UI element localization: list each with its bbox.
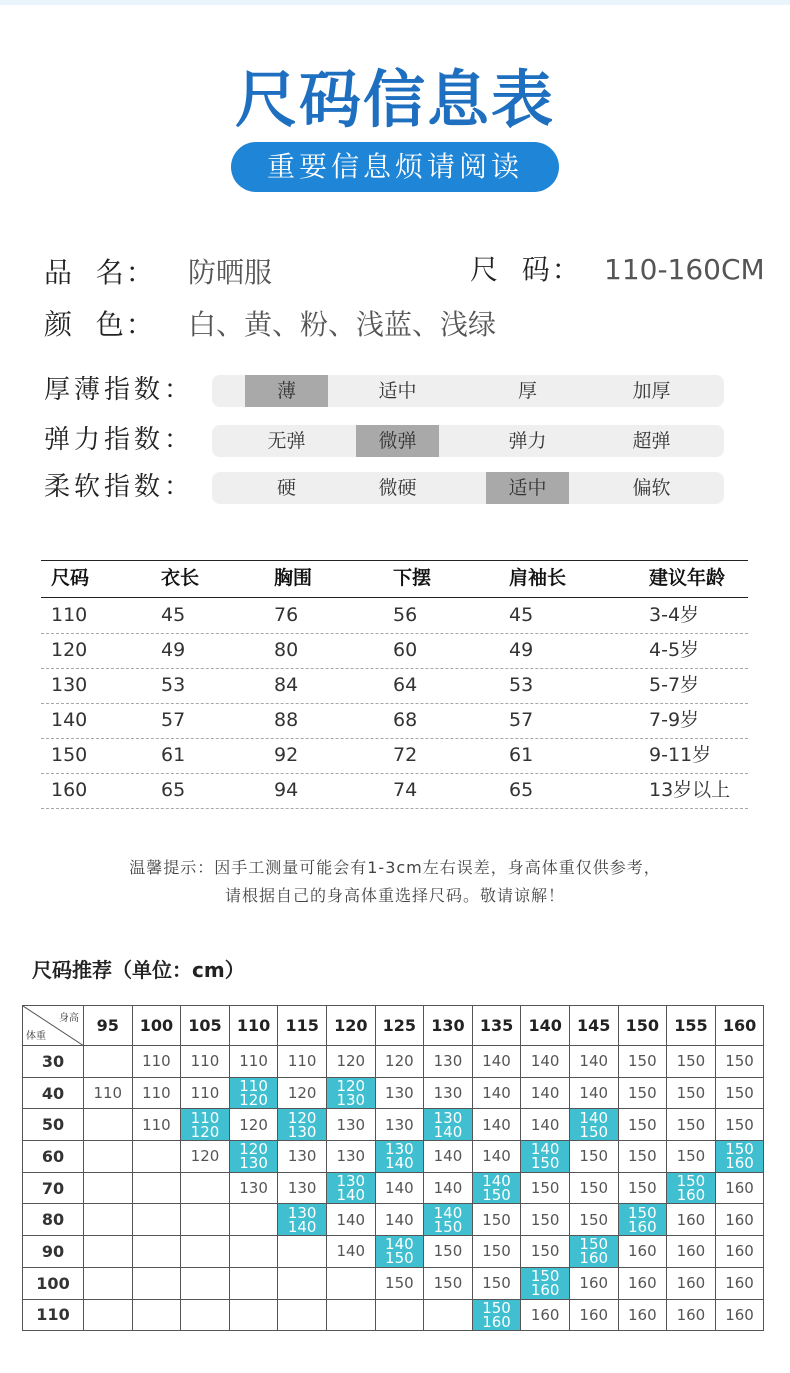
recommend-cell: 140 xyxy=(424,1141,473,1173)
tip-line-2: 请根据自己的身高体重选择尺码。敬请谅解！ xyxy=(224,886,565,905)
height-header-cell: 110 xyxy=(229,1006,278,1046)
recommend-cell-empty xyxy=(326,1267,375,1299)
recommend-cell-empty xyxy=(84,1172,133,1204)
scale-label: 柔软指数： xyxy=(44,472,195,502)
recommend-cell-empty xyxy=(375,1299,424,1331)
weight-row xyxy=(23,1141,764,1173)
scale-option-selected: 微弹 xyxy=(356,425,439,457)
height-header-cell: 135 xyxy=(472,1006,521,1046)
recommend-cell-range: 140 150 xyxy=(569,1109,618,1141)
height-header-cell: 100 xyxy=(132,1006,181,1046)
recommend-cell: 160 xyxy=(715,1172,764,1204)
recommend-cell: 150 xyxy=(569,1172,618,1204)
recommend-cell: 150 xyxy=(521,1236,570,1268)
size-chart-cell: 76 xyxy=(274,604,299,626)
recommend-cell: 150 xyxy=(618,1077,667,1109)
recommend-cell-empty xyxy=(84,1141,133,1173)
height-header-cell: 130 xyxy=(424,1006,473,1046)
recommend-cell-empty xyxy=(278,1299,327,1331)
size-chart-cell: 130 xyxy=(51,674,88,696)
recommend-cell-empty xyxy=(84,1204,133,1236)
recommend-cell: 160 xyxy=(667,1204,716,1236)
color-value: 白、黄、粉、浅蓝、浅绿 xyxy=(188,308,497,341)
recommend-cell-range: 150 160 xyxy=(715,1141,764,1173)
size-chart-cell: 65 xyxy=(161,779,186,801)
recommend-cell-range: 140 150 xyxy=(375,1236,424,1268)
size-chart-cell: 84 xyxy=(274,674,299,696)
weight-row xyxy=(23,1077,764,1109)
recommend-cell: 130 xyxy=(229,1172,278,1204)
recommend-cell: 130 xyxy=(326,1109,375,1141)
weight-header-cell: 30 xyxy=(23,1046,84,1078)
recommend-cell-range: 150 160 xyxy=(618,1204,667,1236)
recommend-cell: 150 xyxy=(424,1267,473,1299)
recommend-cell: 140 xyxy=(472,1141,521,1173)
recommend-cell-range: 150 160 xyxy=(569,1236,618,1268)
recommend-cell-empty xyxy=(181,1267,230,1299)
scale-option: 加厚 xyxy=(632,380,671,402)
recommend-cell: 160 xyxy=(569,1267,618,1299)
recommend-cell: 150 xyxy=(715,1046,764,1078)
size-chart-cell: 88 xyxy=(274,709,299,731)
size-chart-cell: 72 xyxy=(393,744,418,766)
corner-height-label: 身高 xyxy=(59,1013,79,1024)
size-chart-cell: 13岁以上 xyxy=(649,779,731,801)
recommend-cell: 110 xyxy=(132,1077,181,1109)
recommend-cell: 140 xyxy=(326,1236,375,1268)
recommend-cell: 150 xyxy=(667,1077,716,1109)
recommend-cell-range: 140 150 xyxy=(472,1172,521,1204)
recommend-cell: 110 xyxy=(132,1046,181,1078)
recommend-cell: 140 xyxy=(521,1109,570,1141)
recommend-cell-range: 150 160 xyxy=(472,1299,521,1331)
grid-corner-cell xyxy=(23,1006,84,1046)
recommend-cell: 150 xyxy=(715,1077,764,1109)
recommend-cell-empty xyxy=(84,1299,133,1331)
recommend-cell-range: 130 140 xyxy=(375,1141,424,1173)
recommend-cell-empty xyxy=(229,1267,278,1299)
recommend-cell-empty xyxy=(132,1267,181,1299)
recommend-cell: 120 xyxy=(229,1109,278,1141)
size-chart-cell: 57 xyxy=(509,709,534,731)
height-header-cell: 150 xyxy=(618,1006,667,1046)
recommend-cell: 130 xyxy=(278,1172,327,1204)
size-chart-cell: 3-4岁 xyxy=(649,604,700,626)
scale-option: 偏软 xyxy=(632,477,671,499)
size-recommend-grid xyxy=(22,1005,764,1331)
recommend-cell: 130 xyxy=(424,1077,473,1109)
size-chart-cell: 53 xyxy=(161,674,186,696)
height-header-cell: 125 xyxy=(375,1006,424,1046)
recommend-cell: 150 xyxy=(375,1267,424,1299)
recommend-cell-range: 140 150 xyxy=(424,1204,473,1236)
size-chart-cell: 65 xyxy=(509,779,534,801)
recommend-cell-empty xyxy=(229,1204,278,1236)
size-chart-header-cell: 尺码 xyxy=(51,567,90,589)
recommend-cell-range: 130 140 xyxy=(278,1204,327,1236)
size-chart-cell: 57 xyxy=(161,709,186,731)
recommend-cell: 130 xyxy=(424,1046,473,1078)
scale-option-selected: 适中 xyxy=(486,472,569,504)
recommend-cell: 160 xyxy=(667,1267,716,1299)
recommend-cell: 110 xyxy=(181,1077,230,1109)
size-chart-cell: 94 xyxy=(274,779,299,801)
size-chart-cell: 120 xyxy=(51,639,88,661)
size-chart-cell: 4-5岁 xyxy=(649,639,700,661)
page-title: 尺码信息表 xyxy=(234,63,555,136)
recommend-cell-empty xyxy=(278,1267,327,1299)
weight-header-cell: 80 xyxy=(23,1204,84,1236)
height-header-cell: 145 xyxy=(569,1006,618,1046)
size-chart-cell: 140 xyxy=(51,709,88,731)
scale-track xyxy=(212,375,724,407)
size-chart-header-cell: 下摆 xyxy=(393,567,432,589)
recommend-cell: 150 xyxy=(472,1204,521,1236)
size-chart-cell: 110 xyxy=(51,604,88,626)
weight-row xyxy=(23,1204,764,1236)
weight-row xyxy=(23,1046,764,1078)
scale-track xyxy=(212,425,724,457)
size-chart-cell: 68 xyxy=(393,709,418,731)
scale-option-selected: 薄 xyxy=(245,375,328,407)
recommend-cell: 150 xyxy=(569,1141,618,1173)
size-chart-cell: 56 xyxy=(393,604,418,626)
weight-header-cell: 90 xyxy=(23,1236,84,1268)
recommend-cell-empty xyxy=(181,1299,230,1331)
recommend-cell: 140 xyxy=(472,1077,521,1109)
recommend-cell-empty xyxy=(229,1236,278,1268)
recommend-cell: 150 xyxy=(667,1141,716,1173)
scale-track xyxy=(212,472,724,504)
size-chart-header-cell: 建议年龄 xyxy=(649,567,726,589)
size-chart-cell: 64 xyxy=(393,674,418,696)
size-chart-row xyxy=(41,773,748,809)
size-chart-row xyxy=(41,598,748,634)
size-chart-cell: 45 xyxy=(509,604,534,626)
recommend-cell: 130 xyxy=(326,1141,375,1173)
recommend-cell: 160 xyxy=(618,1299,667,1331)
recommend-cell-empty xyxy=(132,1141,181,1173)
recommend-cell-empty xyxy=(84,1046,133,1078)
recommend-cell: 140 xyxy=(521,1046,570,1078)
recommend-cell-empty xyxy=(181,1204,230,1236)
weight-row xyxy=(23,1109,764,1141)
recommend-cell-empty xyxy=(229,1299,278,1331)
recommend-cell: 160 xyxy=(715,1204,764,1236)
recommend-cell: 150 xyxy=(667,1109,716,1141)
weight-header-cell: 70 xyxy=(23,1172,84,1204)
recommend-cell: 140 xyxy=(521,1077,570,1109)
recommend-cell-range: 150 160 xyxy=(521,1267,570,1299)
name-value: 防晒服 xyxy=(188,256,273,289)
recommend-cell-empty xyxy=(84,1267,133,1299)
recommend-cell-empty xyxy=(278,1236,327,1268)
scale-option: 厚 xyxy=(517,380,537,402)
weight-row xyxy=(23,1172,764,1204)
size-chart-cell: 45 xyxy=(161,604,186,626)
size-chart-row xyxy=(41,633,748,669)
size-chart-cell: 150 xyxy=(51,744,88,766)
recommend-cell-empty xyxy=(132,1236,181,1268)
weight-header-cell: 100 xyxy=(23,1267,84,1299)
recommend-cell: 160 xyxy=(569,1299,618,1331)
recommend-cell: 150 xyxy=(424,1236,473,1268)
height-header-cell: 155 xyxy=(667,1006,716,1046)
recommend-cell: 160 xyxy=(667,1299,716,1331)
recommend-cell: 140 xyxy=(424,1172,473,1204)
recommend-cell-empty xyxy=(132,1172,181,1204)
recommend-cell: 160 xyxy=(521,1299,570,1331)
weight-row xyxy=(23,1236,764,1268)
size-chart-cell: 92 xyxy=(274,744,299,766)
subtitle-pill: 重要信息烦请阅读 xyxy=(231,142,559,192)
weight-header-cell: 50 xyxy=(23,1109,84,1141)
recommend-cell: 130 xyxy=(278,1141,327,1173)
recommend-cell: 150 xyxy=(618,1172,667,1204)
color-label: 颜 色： xyxy=(44,308,156,341)
recommend-cell: 150 xyxy=(521,1204,570,1236)
recommend-cell: 140 xyxy=(569,1046,618,1078)
size-chart-cell: 160 xyxy=(51,779,88,801)
recommend-cell: 160 xyxy=(667,1236,716,1268)
recommend-cell: 150 xyxy=(472,1236,521,1268)
recommend-cell: 140 xyxy=(472,1046,521,1078)
recommend-title: 尺码推荐（单位：cm） xyxy=(32,958,245,982)
recommend-cell: 130 xyxy=(375,1109,424,1141)
recommend-cell-range: 140 150 xyxy=(521,1141,570,1173)
size-chart-cell: 61 xyxy=(509,744,534,766)
recommend-cell: 150 xyxy=(618,1109,667,1141)
size-chart-row xyxy=(41,738,748,774)
recommend-cell-range: 130 140 xyxy=(326,1172,375,1204)
recommend-cell: 120 xyxy=(375,1046,424,1078)
recommend-cell-empty xyxy=(326,1299,375,1331)
recommend-cell: 140 xyxy=(375,1172,424,1204)
recommend-cell-empty xyxy=(181,1172,230,1204)
size-chart-header-cell: 胸围 xyxy=(274,567,313,589)
recommend-cell: 150 xyxy=(472,1267,521,1299)
recommend-cell: 140 xyxy=(569,1077,618,1109)
height-header-cell: 120 xyxy=(326,1006,375,1046)
scale-option: 适中 xyxy=(378,380,417,402)
recommend-cell-range: 120 130 xyxy=(326,1077,375,1109)
size-chart-cell: 74 xyxy=(393,779,418,801)
recommend-cell: 140 xyxy=(375,1204,424,1236)
recommend-cell-empty xyxy=(424,1299,473,1331)
recommend-cell: 140 xyxy=(472,1109,521,1141)
scale-label: 弹力指数： xyxy=(44,425,195,455)
recommend-cell-range: 130 140 xyxy=(424,1109,473,1141)
recommend-cell: 120 xyxy=(278,1077,327,1109)
size-chart-header-cell: 衣长 xyxy=(161,567,200,589)
recommend-cell-range: 110 120 xyxy=(229,1077,278,1109)
recommend-cell-empty xyxy=(181,1236,230,1268)
recommend-cell: 110 xyxy=(229,1046,278,1078)
size-chart-cell: 53 xyxy=(509,674,534,696)
recommend-cell: 110 xyxy=(84,1077,133,1109)
height-header-cell: 140 xyxy=(521,1006,570,1046)
recommend-cell: 120 xyxy=(326,1046,375,1078)
height-header-cell: 115 xyxy=(278,1006,327,1046)
weight-header-cell: 40 xyxy=(23,1077,84,1109)
size-chart-cell: 49 xyxy=(509,639,534,661)
recommend-cell-range: 120 130 xyxy=(278,1109,327,1141)
recommend-cell-empty xyxy=(84,1236,133,1268)
recommend-cell: 160 xyxy=(715,1267,764,1299)
size-chart-cell: 7-9岁 xyxy=(649,709,700,731)
recommend-cell: 160 xyxy=(715,1299,764,1331)
height-header-cell: 95 xyxy=(84,1006,133,1046)
recommend-cell: 130 xyxy=(375,1077,424,1109)
size-label: 尺 码： xyxy=(470,253,582,286)
weight-row xyxy=(23,1299,764,1331)
weight-header-cell: 60 xyxy=(23,1141,84,1173)
size-chart-header-cell: 肩袖长 xyxy=(509,567,567,589)
recommend-cell: 150 xyxy=(667,1046,716,1078)
recommend-cell: 120 xyxy=(181,1141,230,1173)
recommend-cell: 160 xyxy=(618,1236,667,1268)
scale-option: 无弹 xyxy=(267,430,306,452)
scale-option: 超弹 xyxy=(632,430,671,452)
size-chart-cell: 61 xyxy=(161,744,186,766)
size-chart-cell: 5-7岁 xyxy=(649,674,700,696)
scale-option: 微硬 xyxy=(378,477,417,499)
size-chart-cell: 49 xyxy=(161,639,186,661)
scale-label: 厚薄指数： xyxy=(44,375,195,405)
recommend-cell-empty xyxy=(132,1299,181,1331)
name-label: 品 名： xyxy=(44,256,156,289)
recommend-cell-range: 120 130 xyxy=(229,1141,278,1173)
recommend-cell-range: 110 120 xyxy=(181,1109,230,1141)
recommend-cell-empty xyxy=(84,1109,133,1141)
size-chart-header xyxy=(41,560,748,598)
recommend-cell: 150 xyxy=(618,1141,667,1173)
recommend-cell: 160 xyxy=(715,1236,764,1268)
recommend-cell: 110 xyxy=(132,1109,181,1141)
top-accent-bar xyxy=(0,0,790,5)
recommend-cell-empty xyxy=(132,1204,181,1236)
recommend-cell-range: 150 160 xyxy=(667,1172,716,1204)
weight-header-cell: 110 xyxy=(23,1299,84,1331)
size-value: 110-160CM xyxy=(604,253,765,286)
recommend-cell: 140 xyxy=(326,1204,375,1236)
height-header-cell: 160 xyxy=(715,1006,764,1046)
tip-line-1: 温馨提示：因手工测量可能会有1-3cm左右误差，身高体重仅供参考， xyxy=(129,858,661,877)
scale-option: 硬 xyxy=(276,477,296,499)
size-chart-cell: 60 xyxy=(393,639,418,661)
recommend-cell: 110 xyxy=(181,1046,230,1078)
size-chart-row xyxy=(41,703,748,739)
recommend-cell: 150 xyxy=(618,1046,667,1078)
corner-weight-label: 体重 xyxy=(26,1031,46,1042)
height-header-cell: 105 xyxy=(181,1006,230,1046)
size-chart-row xyxy=(41,668,748,704)
size-chart-cell: 9-11岁 xyxy=(649,744,712,766)
size-chart-cell: 80 xyxy=(274,639,299,661)
scale-option: 弹力 xyxy=(508,430,547,452)
recommend-cell: 160 xyxy=(618,1267,667,1299)
recommend-cell: 150 xyxy=(569,1204,618,1236)
weight-row xyxy=(23,1267,764,1299)
recommend-cell: 150 xyxy=(715,1109,764,1141)
recommend-cell: 150 xyxy=(521,1172,570,1204)
recommend-cell: 110 xyxy=(278,1046,327,1078)
